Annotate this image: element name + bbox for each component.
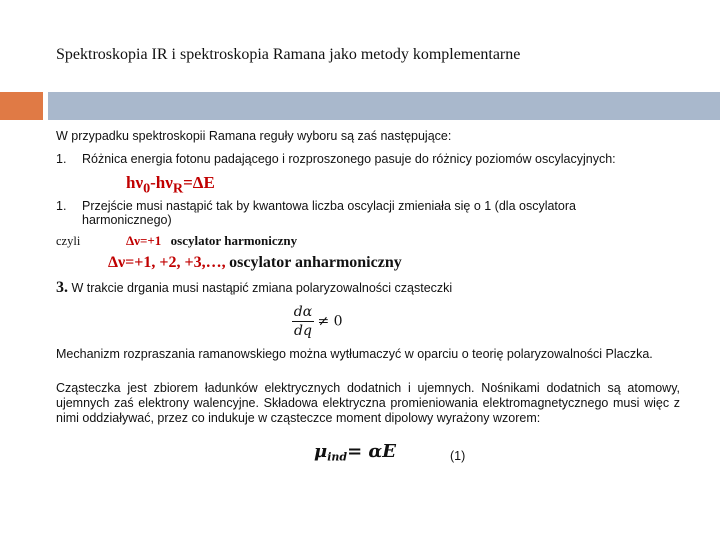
formula-energy <box>126 175 215 196</box>
rule-2-text-line2: harmonicznego) <box>82 213 172 227</box>
fraction-numerator: dα <box>293 304 313 320</box>
formula-sub-R: R <box>172 180 184 197</box>
rule-2-number: 1. <box>56 199 67 213</box>
rule-1 <box>56 151 616 167</box>
fraction-denominator: dq <box>294 323 312 339</box>
accent-bar <box>0 92 43 120</box>
slide-title: Spektroskopia IR i spektroskopia Ramana jako metody komplementarne <box>56 46 521 63</box>
derivative-fraction <box>292 304 314 339</box>
harmonic-delta: Δν=+1 <box>126 233 162 248</box>
mu-subscript: ind <box>327 450 348 464</box>
anharmonic-delta: Δν=+1, +2, +3,…, <box>108 254 226 271</box>
paragraph-placzek: Mechanizm rozpraszania ramanowskiego można wytłumaczyć w oparciu o teorię polaryzowalności Placzka. <box>56 347 653 361</box>
equation-number: (1) <box>450 449 466 463</box>
harmonic-label: oscylator harmoniczny <box>170 233 298 248</box>
formula-h-nuR: -hν <box>150 173 173 192</box>
rule-3-number: 3. <box>56 279 68 296</box>
rule-1-number: 1. <box>56 152 67 166</box>
formula-induced-dipole <box>314 441 396 466</box>
mu-symbol: μ <box>314 441 328 462</box>
formula-polarizability <box>292 304 343 339</box>
intro-text: W przypadku spektroskopii Ramana reguły wyboru są zaś następujące: <box>56 129 452 143</box>
alpha-e: = αE <box>347 441 396 462</box>
rule-3 <box>56 280 452 296</box>
rule-2-text-line1: Przejście musi nastąpić tak by kwantowa liczba oscylacji zmieniała się o 1 (dla oscylatora <box>82 199 576 213</box>
rule-3-text: W trakcie drgania musi nastąpić zmiana polaryzowalności cząsteczki <box>71 281 453 295</box>
formula-sub-0: 0 <box>143 180 151 197</box>
rule-1-text: Różnica energia fotonu padającego i rozproszonego pasuje do różnicy poziomów oscylacyjnych: <box>82 152 616 166</box>
czyli-label: czyli <box>56 234 81 248</box>
paragraph-dipole: Cząsteczka jest zbiorem ładunków elektrycznych dodatnich i ujemnych. Nośnikami dodatnich są atomowy, ujemnych zaś elektrony walencyjne. Składowa elektryczna promieniowania elektromagnetycznego musi więc z nimi oddziaływać, przez co indukuje w cząsteczce moment dipolowy wyrażony wzorem: <box>56 381 680 425</box>
formula-h-nu0: hν <box>126 173 144 192</box>
header-bar <box>48 92 720 120</box>
anharmonic-label: oscylator anharmoniczny <box>229 254 402 271</box>
formula-delta-e: =ΔE <box>183 173 215 192</box>
fraction-bar <box>292 321 314 322</box>
harmonic-line <box>56 233 297 249</box>
anharmonic-line <box>108 255 402 271</box>
not-equal-zero: ≠ 0 <box>317 313 343 330</box>
